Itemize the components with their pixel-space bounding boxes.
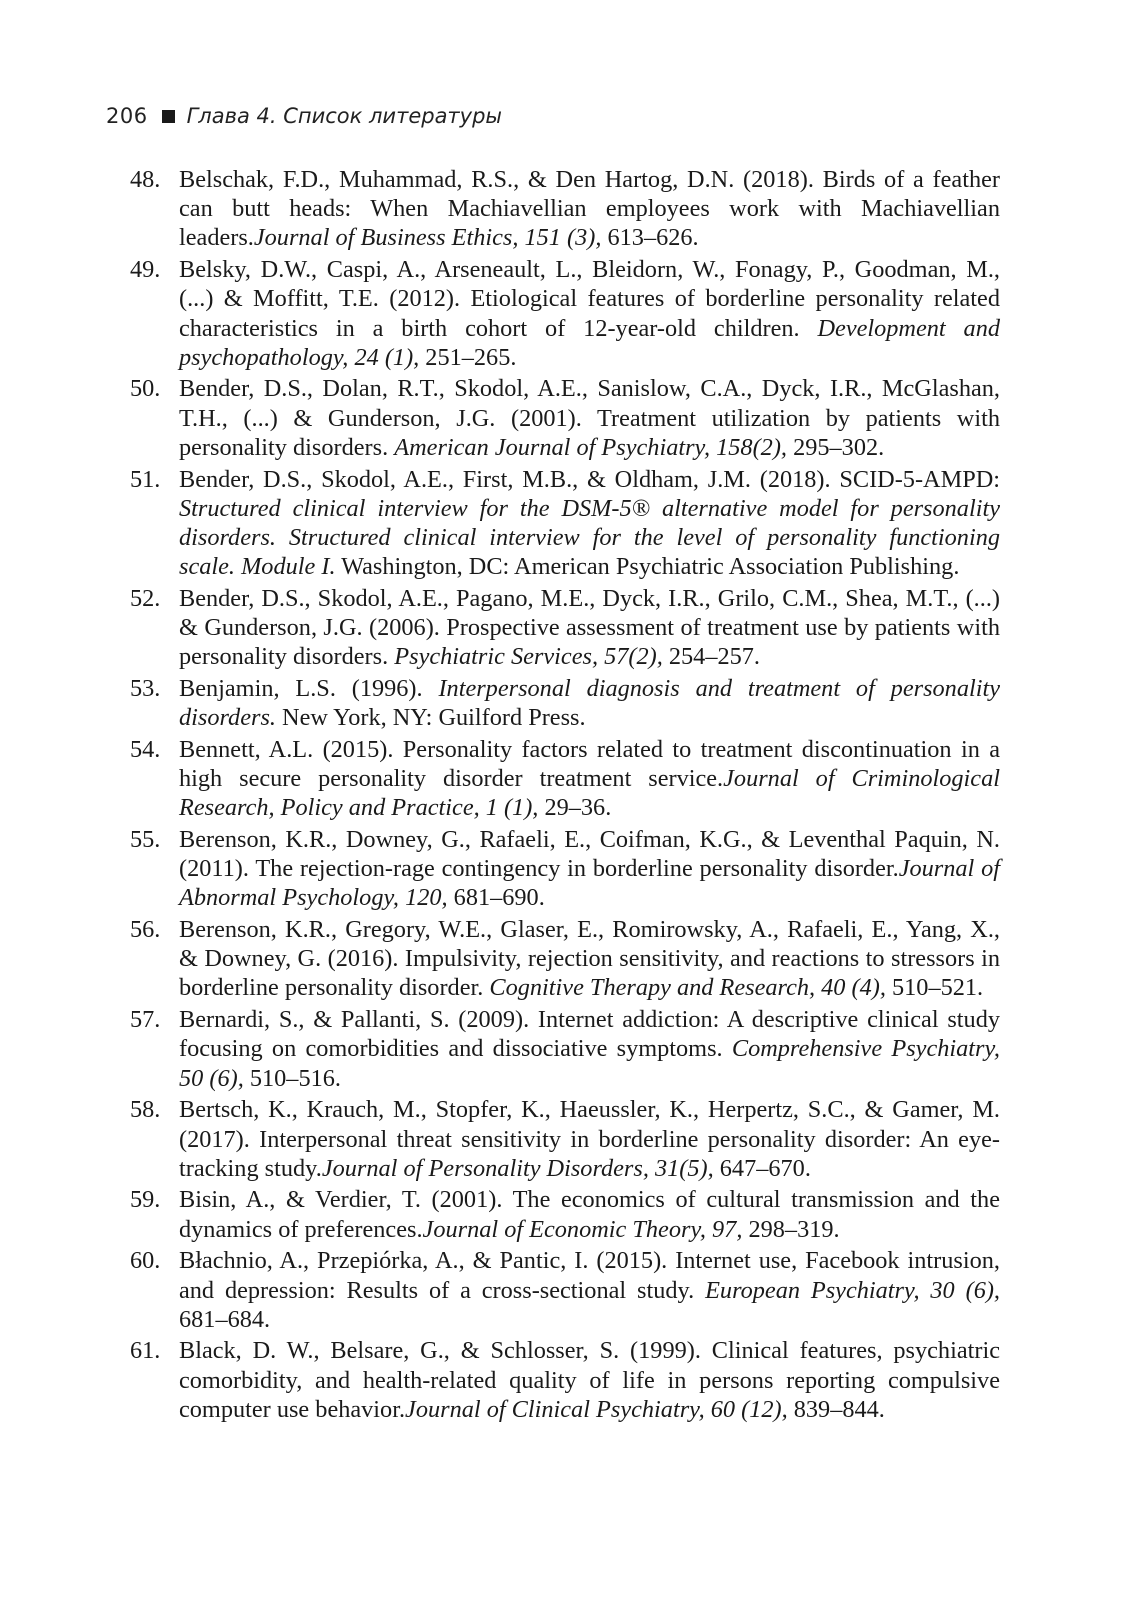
reference-number: 55. <box>130 825 161 853</box>
reference-source: Journal of Clinical Psychiatry, 60 (12), <box>405 1395 788 1423</box>
reference-source: Structured clinical interview for the DSM-5® alternative model for personality disorders. Structured clinical interview for the level of personality functioning scale. Module I. <box>179 494 1000 581</box>
reference-pages: 510–516. <box>243 1064 341 1092</box>
reference-body <box>179 735 1000 823</box>
reference-item <box>130 584 1000 672</box>
reference-item <box>130 825 1000 913</box>
reference-body <box>179 674 1000 732</box>
reference-text: Bender, D.S., Dolan, R.T., Skodol, A.E., Sanislow, C.A., Dyck, I.R., McGlashan, T.H., (...) & Gunderson, J.G. (2001). Treatment utilization by patients with personality disorders. <box>179 375 1000 461</box>
reference-source: Journal of Personality Disorders, 31(5), <box>321 1154 714 1182</box>
reference-list <box>130 165 1000 1427</box>
reference-number: 60. <box>130 1247 161 1275</box>
reference-text: Bender, D.S., Skodol, A.E., First, M.B., & Oldham, J.M. (2018). SCID-5-AMPD: <box>179 465 1000 493</box>
reference-body <box>179 584 1000 672</box>
reference-text: Berenson, K.R., Gregory, W.E., Glaser, E., Romirowsky, A., Rafaeli, E., Yang, X., & Downey, G. (2016). Impulsivity, rejection sensitivity, and reactions to stressors in borderline personality disorder. <box>179 916 1000 1002</box>
reference-source: Journal of Business Ethics, 151 (3), <box>253 224 602 252</box>
reference-pages: New York, NY: Guilford Press. <box>275 704 586 732</box>
reference-text: Bennett, A.L. (2015). Personality factors related to treatment discontinuation in a high secure personality disorder treatment service. <box>179 735 1000 793</box>
square-bullet-icon <box>162 110 175 123</box>
reference-pages: 254–257. <box>662 643 760 671</box>
reference-text: Black, D. W., Belsare, G., & Schlosser, S. (1999). Clinical features, psychiatric comorbidity, and health-related quality of life in persons reporting compulsive computer use behavior. <box>179 1337 1000 1423</box>
reference-item <box>130 1095 1000 1183</box>
running-head <box>106 104 502 128</box>
reference-body <box>179 465 1000 582</box>
reference-number: 57. <box>130 1006 161 1034</box>
reference-body <box>179 915 1000 1003</box>
reference-source: Journal of Criminological Research, Policy and Practice, 1 (1), <box>179 765 1000 822</box>
reference-source: Journal of Economic Theory, 97, <box>422 1215 743 1243</box>
reference-item <box>130 915 1000 1003</box>
reference-item <box>130 465 1000 582</box>
reference-pages: 29–36. <box>538 794 612 822</box>
reference-source: Journal of Abnormal Psychology, 120, <box>179 855 1000 912</box>
reference-item <box>130 165 1000 253</box>
reference-number: 48. <box>130 166 161 193</box>
reference-number: 61. <box>130 1337 161 1365</box>
reference-item <box>130 674 1000 732</box>
reference-item <box>130 1185 1000 1243</box>
reference-text: Bender, D.S., Skodol, A.E., Pagano, M.E., Dyck, I.R., Grilo, C.M., Shea, M.T., (...) & Gunderson, J.G. (2006). Prospective assessment of treatment use by patients with personality disorders. <box>179 584 1000 671</box>
reference-body <box>179 1005 1000 1093</box>
reference-source: American Journal of Psychiatry, 158(2), <box>394 433 787 461</box>
reference-pages: 510–521. <box>885 974 984 1002</box>
reference-item <box>130 255 1000 372</box>
reference-number: 54. <box>130 735 161 763</box>
reference-pages: 251–265. <box>419 343 517 371</box>
reference-source: Development and psychopathology, 24 (1), <box>179 314 1000 371</box>
reference-body <box>179 255 1000 372</box>
reference-pages: 681–690. <box>447 884 545 912</box>
reference-text: Bertsch, K., Krauch, M., Stopfer, K., Haeussler, K., Herpertz, S.C., & Gamer, M. (2017). Interpersonal threat sensitivity in borderline personality disorder: An eye-tracking study. <box>179 1096 1000 1182</box>
reference-number: 51. <box>130 465 161 493</box>
reference-number: 56. <box>130 916 161 944</box>
reference-text: Benjamin, L.S. (1996). <box>179 674 439 702</box>
reference-pages: 681–684. <box>179 1305 271 1333</box>
reference-source: Interpersonal diagnosis and treatment of personality disorders. <box>179 674 1000 732</box>
reference-text: Berenson, K.R., Downey, G., Rafaeli, E., Coifman, K.G., & Leventhal Paquin, N. (2011). The rejection-rage contingency in borderline personality disorder. <box>179 825 1000 883</box>
reference-number: 58. <box>130 1096 161 1124</box>
reference-pages: 839–844. <box>787 1395 885 1423</box>
reference-source: European Psychiatry, 30 (6), <box>705 1276 1001 1304</box>
reference-number: 52. <box>130 584 161 612</box>
reference-text: Belsky, D.W., Caspi, A., Arseneault, L., Bleidorn, W., Fonagy, P., Goodman, M., (...) & Moffitt, T.E. (2012). Etiological features of borderline personality related characteristics in a birth cohort of 12-year-old children. <box>179 256 1000 342</box>
reference-item <box>130 1336 1000 1424</box>
page-number: 206 <box>106 104 148 128</box>
reference-source: Comprehensive Psychiatry, 50 (6), <box>179 1035 1001 1092</box>
reference-item <box>130 1005 1000 1093</box>
reference-source: Psychiatric Services, 57(2), <box>394 643 663 671</box>
reference-source: Cognitive Therapy and Research, 40 (4), <box>489 974 886 1002</box>
reference-body <box>179 1336 1000 1424</box>
reference-body <box>179 1185 1000 1243</box>
reference-text: Belschak, F.D., Muhammad, R.S., & Den Hartog, D.N. (2018). Birds of a feather can butt heads: When Machiavellian employees work with Machiavellian leaders. <box>179 166 1000 252</box>
reference-body <box>179 1246 1000 1334</box>
chapter-title: Глава 4. Список литературы <box>186 104 503 128</box>
reference-item <box>130 374 1000 462</box>
reference-text: Błachnio, A., Przepiórka, A., & Pantic, I. (2015). Internet use, Facebook intrusion, and depression: Results of a cross-sectional study. <box>179 1247 1000 1304</box>
reference-body <box>179 374 1000 462</box>
reference-body <box>179 165 1000 253</box>
reference-pages: 647–670. <box>713 1154 811 1182</box>
reference-pages: 613–626. <box>601 224 699 252</box>
reference-pages: 295–302. <box>787 433 885 461</box>
reference-item <box>130 1246 1000 1334</box>
reference-number: 53. <box>130 674 161 702</box>
reference-body <box>179 825 1000 913</box>
reference-pages: 298–319. <box>742 1215 840 1243</box>
reference-number: 50. <box>130 375 161 403</box>
reference-text: Bernardi, S., & Pallanti, S. (2009). Internet addiction: A descriptive clinical study focusing on comorbidities and dissociative symptoms. <box>179 1006 1000 1063</box>
reference-text: Bisin, A., & Verdier, T. (2001). The economics of cultural transmission and the dynamics of preferences. <box>179 1186 1000 1243</box>
reference-body <box>179 1095 1000 1183</box>
reference-number: 59. <box>130 1186 161 1214</box>
reference-pages: Washington, DC: American Psychiatric Association Publishing. <box>335 553 960 581</box>
reference-item <box>130 735 1000 823</box>
reference-number: 49. <box>130 256 161 284</box>
